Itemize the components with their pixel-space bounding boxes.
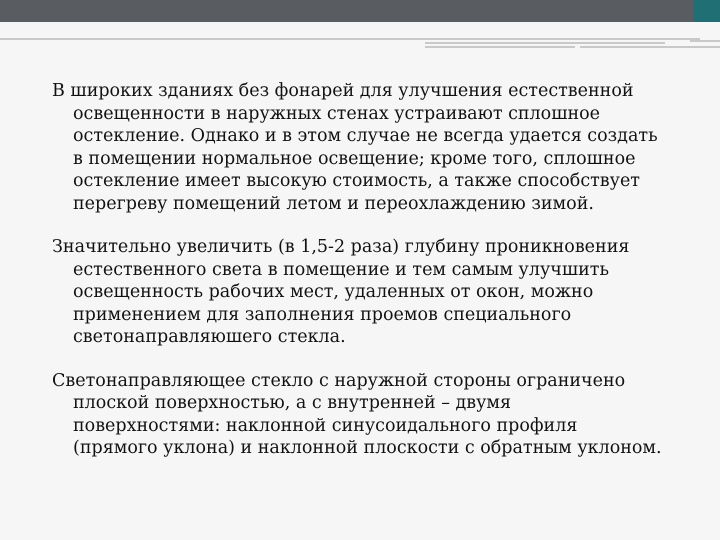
decorative-line <box>425 42 665 44</box>
decorative-line <box>580 46 720 48</box>
decorative-line <box>425 46 575 48</box>
paragraph-2: Значительно увеличить (в 1,5-2 раза) глубину проникновения естественного света в помещение и тем самым улучшить освещенность рабочих мест, удаленных от окон, можно применением для заполнения проемов специального светонаправляюшего стекла. <box>52 237 630 347</box>
decorative-line <box>690 40 720 42</box>
slide-body <box>52 80 662 481</box>
paragraph-3: Светонаправляющее стекло с наружной стороны ограничено плоской поверхностью, а с внутренней – двумя поверхностями: наклонной синусоидального профиля (прямого уклона) и наклонной плоскости с обратным уклоном. <box>52 370 662 458</box>
slide-header-bar <box>0 0 720 22</box>
header-accent-block <box>693 0 720 22</box>
decorative-line <box>0 38 700 40</box>
paragraph-1: В широких зданиях без фонарей для улучшения естественной освещенности в наружных стенах устраивают сплошное остекление. Однако и в этом случае не всегда удается создать в помещении нормальное освещение; кроме того, сплошное остекление имеет высокую стоимость, а также способствует перегреву помещений летом и переохлаждению зимой. <box>52 81 658 214</box>
